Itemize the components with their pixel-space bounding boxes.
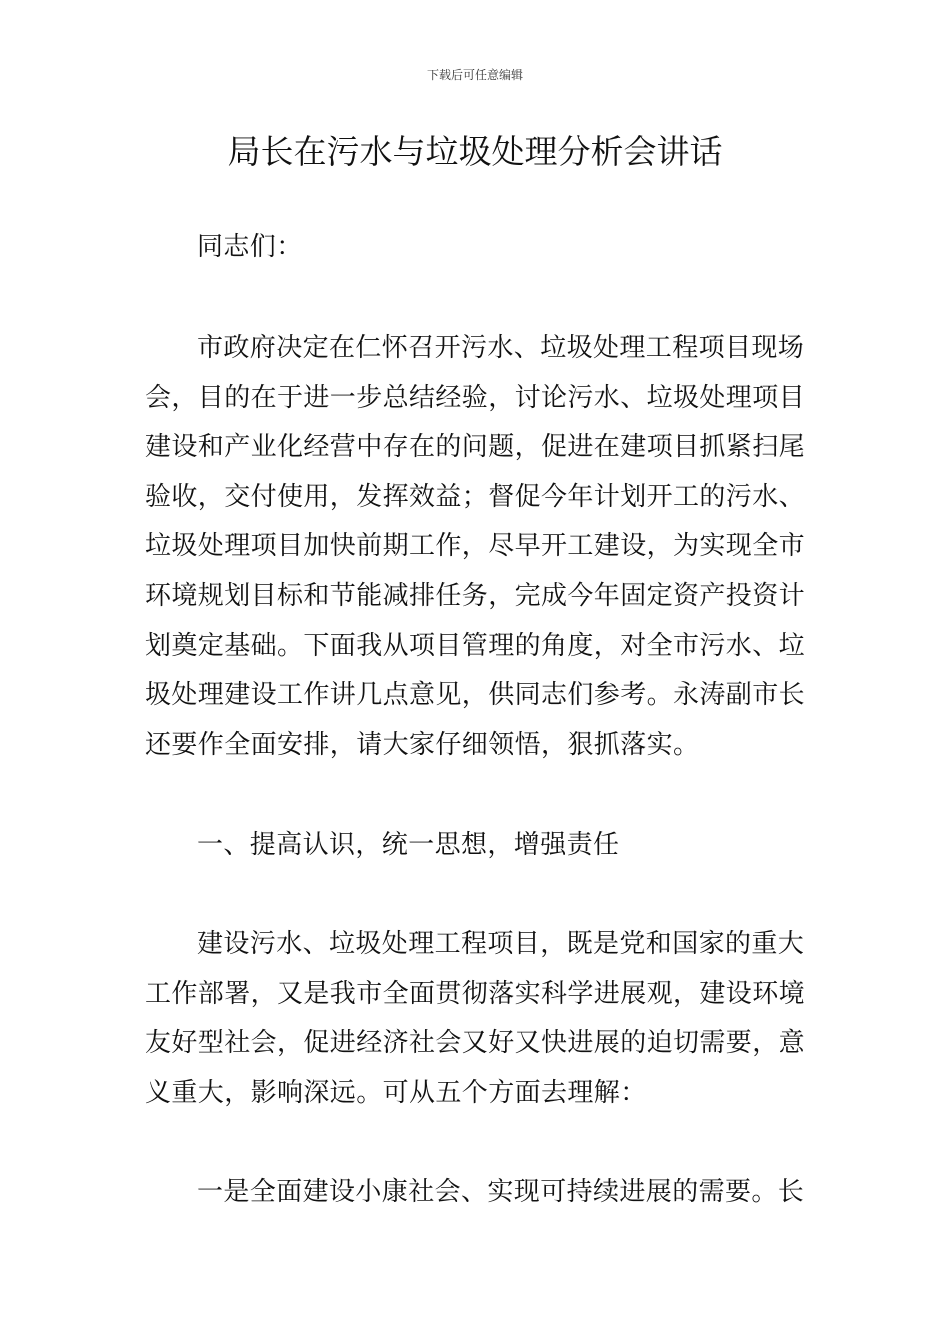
- section-heading-1: 一、提高认识，统一思想，增强责任: [197, 830, 620, 860]
- page-header-note: 下载后可任意编辑: [426, 68, 523, 82]
- paragraph-point-1: 一是全面建设小康社会、实现可持续进展的需要。长: [197, 1177, 805, 1207]
- paragraph-section-1: 建设污水、垃圾处理工程项目，既是党和国家的重大工作部署，又是我市全面贯彻落实科学进展观，建设环境友好型社会，促进经济社会又好又快进展的迫切需要，意义重大，影响深远。可从五个方面去理解：: [145, 929, 806, 1108]
- document-title: 局长在污水与垃圾处理分析会讲话: [227, 132, 723, 171]
- paragraph-intro: 市政府决定在仁怀召开污水、垃圾处理工程项目现场会，目的在于进一步总结经验，讨论污水、垃圾处理项目建设和产业化经营中存在的问题，促进在建项目抓紧扫尾验收，交付使用，发挥效益；督促今年计划开工的污水、垃圾处理项目加快前期工作，尽早开工建设，为实现全市环境规划目标和节能减排任务，完成今年固定资产投资计划奠定基础。下面我从项目管理的角度，对全市污水、垃圾处理建设工作讲几点意见，供同志们参考。永涛副市长还要作全面安排，请大家仔细领悟，狠抓落实。: [145, 333, 806, 760]
- salutation: 同志们：: [197, 232, 303, 262]
